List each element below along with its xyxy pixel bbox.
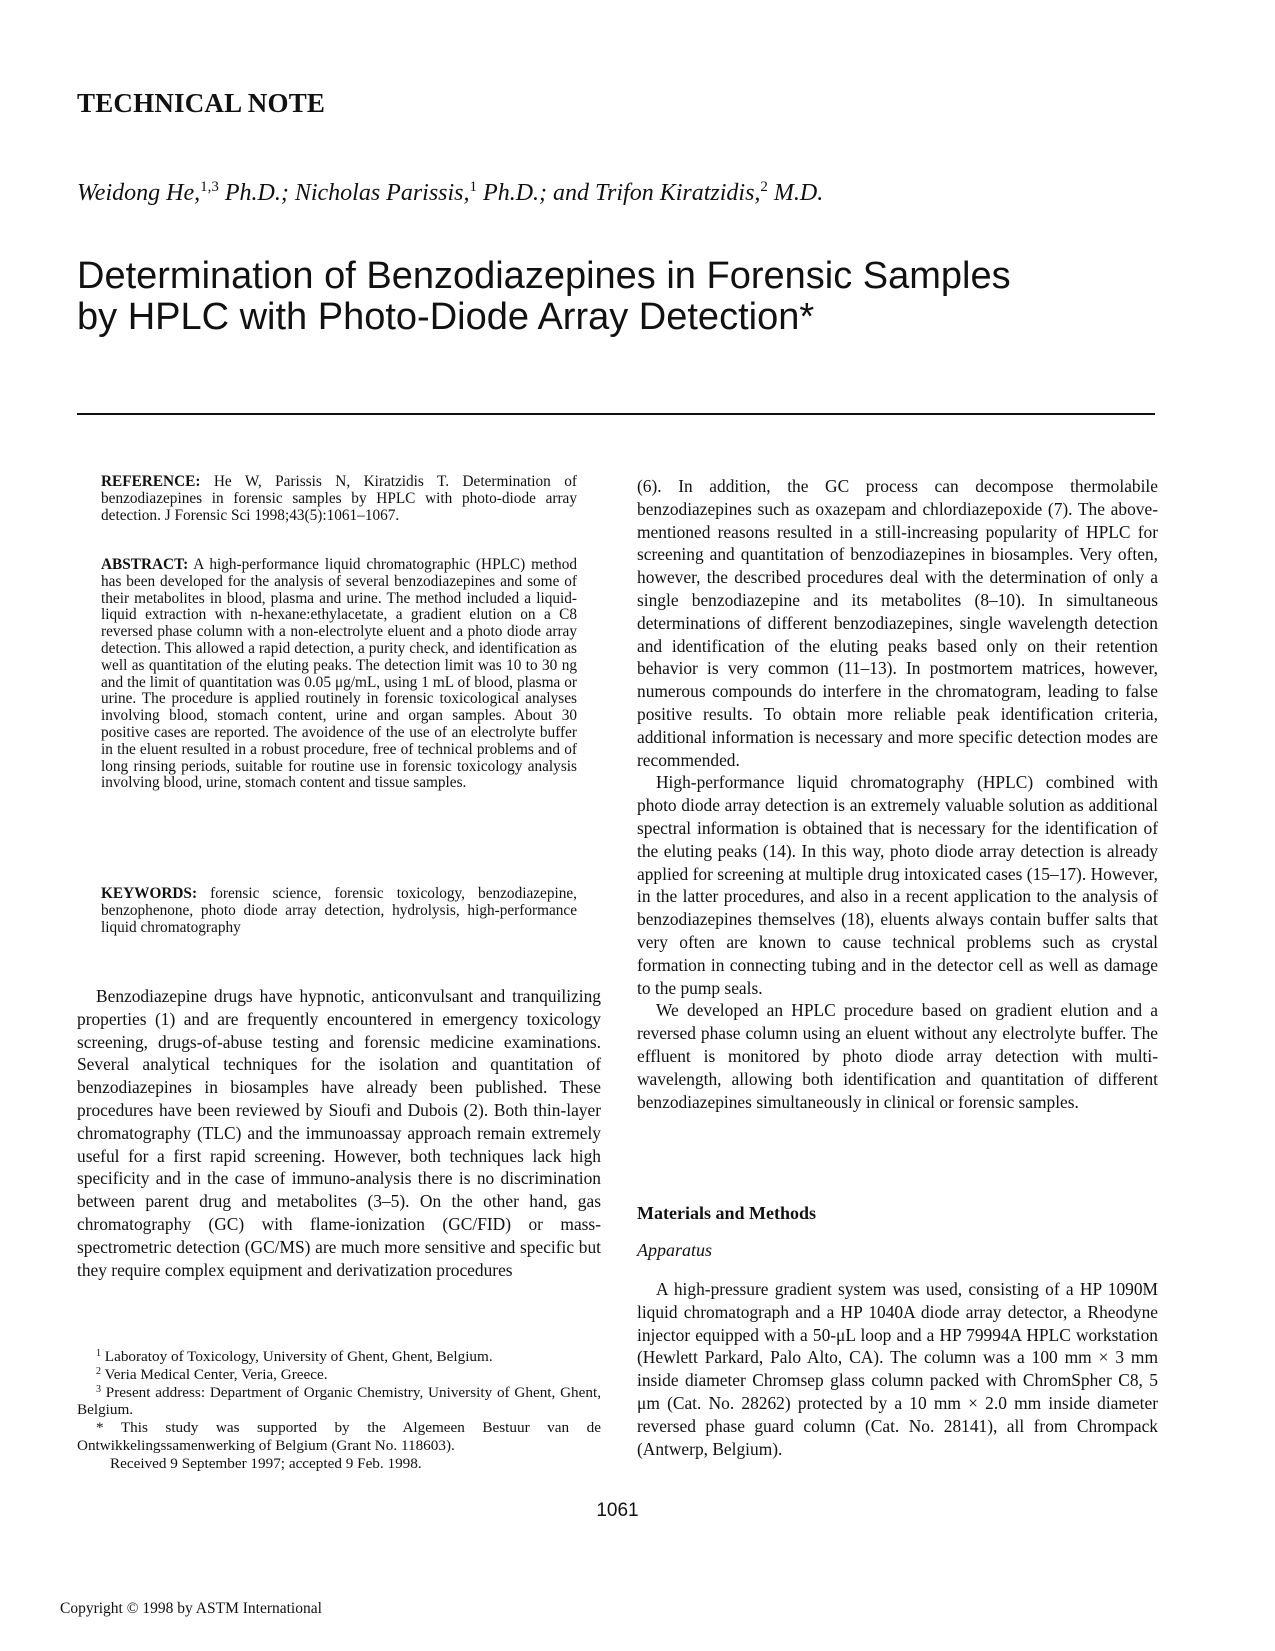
footnote-3: $^3$ Present address: Department of Organic Chemistry, University of Ghent, Ghent, Belgium. bbox=[77, 1383, 601, 1419]
reference-text: He W, Parissis N, Kiratzidis T. Determination of benzodiazepines in forensic samples by HPLC with photo-diode array detection. J Forensic Sci 1998;43(5):1061–1067. bbox=[101, 473, 577, 524]
author-1-name: Weidong He, bbox=[77, 180, 201, 206]
author-3-degree: M.D. bbox=[767, 180, 824, 206]
title-line-2: by HPLC with Photo-Diode Array Detection* bbox=[77, 296, 815, 338]
page-number: 1061 bbox=[596, 1500, 639, 1521]
author-list bbox=[77, 180, 823, 207]
title-line-1: Determination of Benzodiazepines in Forensic Samples bbox=[77, 255, 1011, 297]
received-dates: Received 9 September 1997; accepted 9 Feb. 1998. bbox=[110, 1454, 422, 1472]
author-2-affiliation: 1 bbox=[469, 179, 478, 195]
footnote-1: $^1$ Laboratoy of Toxicology, University of Ghent, Ghent, Belgium. bbox=[96, 1348, 493, 1365]
abstract-block bbox=[101, 557, 577, 792]
author-1-affiliation: 1,3 bbox=[200, 179, 219, 195]
author-2-name: Ph.D.; Nicholas Parissis, bbox=[218, 180, 470, 206]
author-3-affiliation: 2 bbox=[760, 179, 768, 195]
abstract-label: ABSTRACT: bbox=[101, 556, 189, 573]
copyright-notice: Copyright © 1998 by ASTM International bbox=[60, 1600, 322, 1617]
author-3-name: Ph.D.; and Trifon Kiratzidis, bbox=[477, 180, 761, 206]
footnotes bbox=[77, 1348, 601, 1473]
body-paragraph: Benzodiazepine drugs have hypnotic, anticonvulsant and tranquilizing properties (1) and are frequently encountered in emergency toxicology screening, drugs-of-abuse testing and forensic medicine examinations. Several analytical techniques for the isolation and quantitation of benzodiazepines in biosamples have already been published. These procedures have been reviewed by Sioufi and Dubois (2). Both thin-layer chromatography (TLC) and the immunoassay approach remain extremely useful for a first rapid screening. However, both techniques lack high specificity and in the case of immuno-analysis there is no discrimination between parent drug and metabolites (3–5). On the other hand, gas chromatography (GC) with flame-ionization (GC/FID) or mass-spectrometric detection (GC/MS) are much more sensitive and specific but they require complex equipment and derivatization procedures bbox=[77, 986, 601, 1280]
body-paragraph: We developed an HPLC procedure based on gradient elution and a reversed phase column using an eluent without any electrolyte buffer. The effluent is monitored by photo diode array detection with multi-wavelength, allowing both identification and quantitation of different benzodiazepines simultaneously in clinical or forensic samples. bbox=[637, 1000, 1158, 1112]
abstract-text: A high-performance liquid chromatographic (HPLC) method has been developed for the analysis of several benzodiazepines and some of their metabolites in blood, plasma and urine. The method included a liquid-liquid extraction with n-hexane:ethylacetate, a gradient elution on a C8 reversed phase column with a non-electrolyte eluent and a photo diode array detection. This allowed a rapid detection, a purity check, and identification as well as quantitation of the eluting peaks. The detection limit was 10 to 30 ng and the limit of quantitation was 0.05 μg/mL, using 1 mL of blood, plasma or urine. The procedure is applied routinely in forensic toxicological analyses involving blood, stomach content, urine and organ samples. About 30 positive cases are reported. The avoidence of the use of an electrolyte buffer in the eluent resulted in a robust procedure, free of technical problems and of long rinsing periods, suitable for routine use in forensic toxicology analysis involving blood, urine, stomach content and tissue samples. bbox=[101, 556, 577, 792]
body-right-column bbox=[637, 475, 1158, 1113]
keywords-block bbox=[101, 886, 577, 936]
footnote-funding: * This study was supported by the Algemeen Bestuur van de Ontwikkelingssamenwerking of Belgium (Grant No. 118603). bbox=[77, 1419, 601, 1454]
body-paragraph: A high-pressure gradient system was used, consisting of a HP 1090M liquid chromatograph and a HP 1040A diode array detector, a Rheodyne injector equipped with a 50-μL loop and a HP 79994A HPLC workstation (Hewlett Parkard, Palo Alto, CA). The column was a 100 mm × 3 mm inside diameter Chromsep glass column packed with ChromSpher C8, 5 μm (Cat. No. 28262) protected by a 10 mm × 2.0 mm inside diameter reversed phase guard column (Cat. No. 28141), all from Chrompack (Antwerp, Belgium). bbox=[637, 1279, 1158, 1459]
section-heading-materials: Materials and Methods bbox=[637, 1203, 816, 1223]
reference-label: REFERENCE: bbox=[101, 473, 201, 490]
paper-title bbox=[77, 256, 1157, 338]
body-left-column bbox=[77, 985, 601, 1281]
body-paragraph: (6). In addition, the GC process can decompose thermolabile benzodiazepines such as oxazepam and chlordiazepoxide (7). The above-mentioned reasons resulted in a still-increasing popularity of HPLC for screening and quantitation of benzodiazepines in biosamples. Very often, however, the described procedures deal with the determination of only a single benzodiazepine and its metabolites (8–10). In simultaneous determinations of different benzodiazepines, single wavelength detection and identification of the eluting peaks based only on their retention behavior is very common (11–13). In postmortem matrices, however, numerous compounds do interfere in the chromatogram, leading to false positive results. To obtain more reliable peak identification criteria, additional information is necessary and more specific detection modes are recommended. bbox=[637, 476, 1158, 770]
body-paragraph: High-performance liquid chromatography (HPLC) combined with photo diode array detection is an extremely valuable solution as additional spectral information is obtained that is necessary for the identification of the eluting peaks (14). In this way, photo diode array detection is already applied for screening at multiple drug intoxicated cases (15–17). However, in the latter procedures, and also in a recent application to the analysis of benzodiazepines themselves (18), eluents always contain buffer salts that very often are known to cause technical problems such as crystal formation in connecting tubing and in the detector cell as well as damage to the pump seals. bbox=[637, 772, 1158, 998]
apparatus-section bbox=[637, 1278, 1158, 1460]
title-divider bbox=[77, 413, 1155, 415]
section-label: TECHNICAL NOTE bbox=[77, 88, 326, 118]
footnote-2: $^2$ Veria Medical Center, Veria, Greece. bbox=[96, 1365, 328, 1383]
keywords-label: KEYWORDS: bbox=[101, 885, 198, 902]
subsection-heading-apparatus: Apparatus bbox=[637, 1240, 713, 1260]
keywords-text: forensic science, forensic toxicology, benzodiazepine, benzophenone, photo diode array detection, hydrolysis, high-performance liquid chromatography bbox=[101, 885, 577, 936]
reference-block bbox=[101, 474, 577, 524]
